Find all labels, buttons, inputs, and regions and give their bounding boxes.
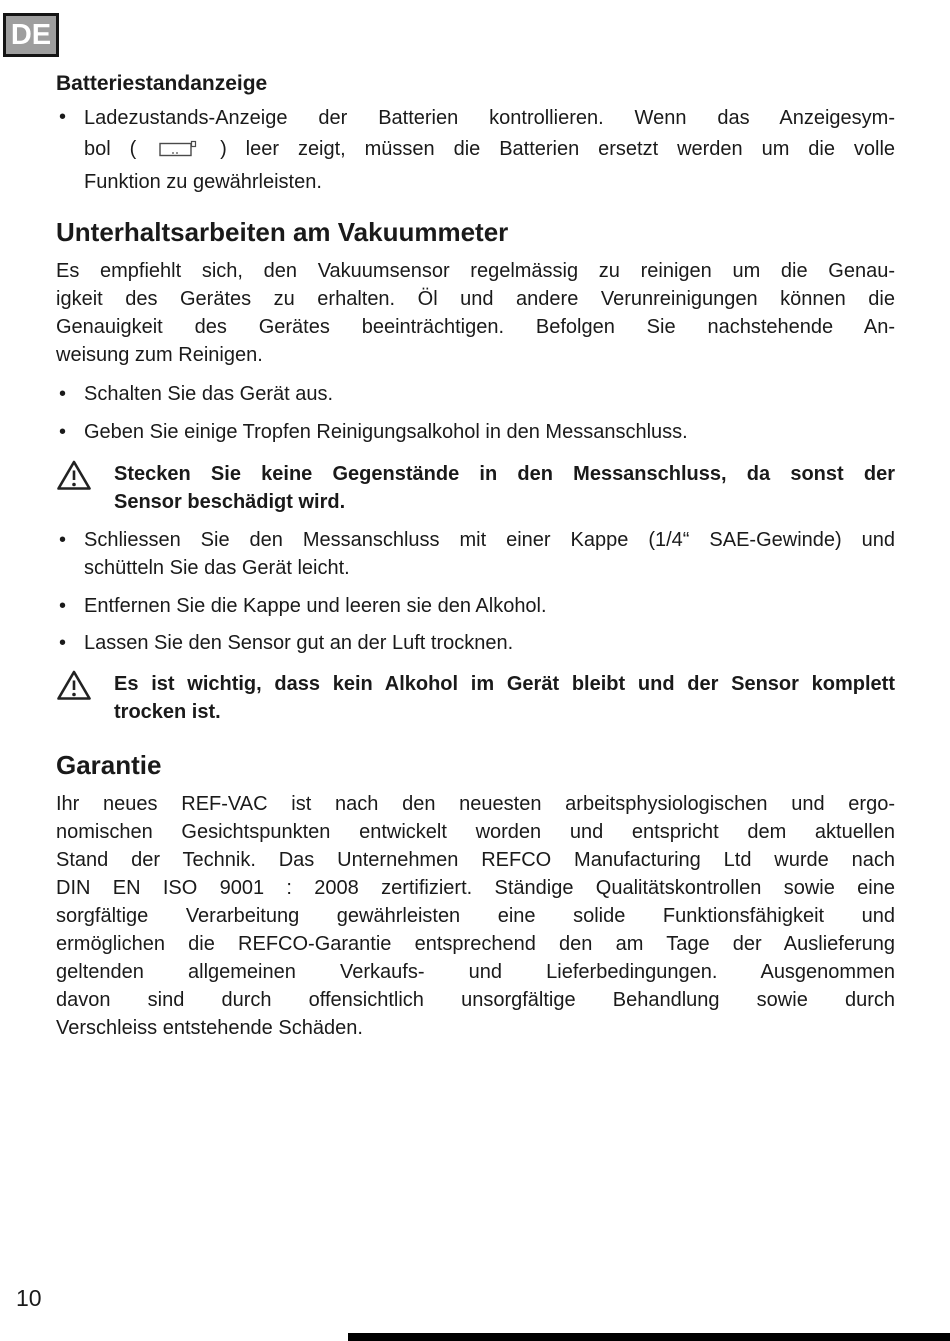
text-line: davon sind durch offensichtlich unsorgfältige Behandlung sowie durch <box>56 989 895 1011</box>
list-item-switch-off <box>56 380 895 408</box>
text-line: Geben Sie einige Tropfen Reinigungsalkohol in den Messanschluss. <box>84 421 688 443</box>
warning-no-objects <box>56 460 895 516</box>
warning-dry <box>56 670 895 726</box>
text-line: DIN EN ISO 9001 : 2008 zertifiziert. Ständige Qualitätskontrollen sowie eine <box>56 877 895 899</box>
text-line: Lassen Sie den Sensor gut an der Luft trocknen. <box>84 632 514 654</box>
text-line: Es ist wichtig, dass kein Alkohol im Gerät bleibt und der Sensor komplett <box>114 673 895 695</box>
list-item-dry <box>56 629 895 657</box>
text-line: geltenden allgemeinen Verkaufs- und Lieferbedingungen. Ausgenommen <box>56 961 895 983</box>
bullet-marker: • <box>59 421 67 443</box>
bullet-marker: • <box>59 632 67 654</box>
text-line: ermöglichen die REFCO-Garantie entsprechend den am Tage der Auslieferung <box>56 933 895 955</box>
text-segment: ) leer zeigt, müssen die Batterien ersetzt werden um die volle <box>220 138 896 160</box>
page-content <box>56 72 895 1042</box>
section-heading-warranty: Garantie <box>56 750 162 780</box>
bullet-marker: • <box>59 595 67 617</box>
text-line: trocken ist. <box>114 701 221 723</box>
text-line: weisung zum Reinigen. <box>56 344 263 366</box>
paragraph-warranty <box>56 790 895 1042</box>
language-badge <box>3 13 59 57</box>
text-line: Funktion zu gewährleisten. <box>84 171 322 193</box>
text-line: Sensor beschädigt wird. <box>114 491 346 513</box>
text-line: Schalten Sie das Gerät aus. <box>84 383 334 405</box>
bullet-marker: • <box>59 106 67 128</box>
text-line: nomischen Gesichtspunkten entwickelt worden und entspricht dem aktuellen <box>56 821 895 843</box>
bullet-marker: • <box>59 529 67 551</box>
section-heading-maintenance: Unterhaltsarbeiten am Vakuummeter <box>56 217 509 247</box>
text-line: Ladezustands-Anzeige der Batterien kontrollieren. Wenn das Anzeigesym- <box>84 107 895 129</box>
bottom-black-bar <box>348 1333 950 1341</box>
page-number: 10 <box>16 1285 42 1311</box>
text-line: Stand der Technik. Das Unternehmen REFCO Manufacturing Ltd wurde nach <box>56 849 895 871</box>
paragraph-maintenance-intro <box>56 257 895 369</box>
list-item-battery-check <box>56 103 895 198</box>
text-line: Ihr neues REF-VAC ist nach den neuesten arbeitsphysiologischen und ergo- <box>56 793 895 815</box>
list-item-remove-cap <box>56 592 895 620</box>
text-line: Verschleiss entstehende Schäden. <box>56 1017 363 1039</box>
empty-battery-icon <box>159 136 197 167</box>
text-line: Schliessen Sie den Messanschluss mit einer Kappe (1/4“ SAE-Gewinde) und <box>84 529 895 551</box>
text-line: Stecken Sie keine Gegenstände in den Messanschluss, da sonst der <box>114 463 895 485</box>
list-item-alcohol <box>56 418 895 446</box>
text-line: Entfernen Sie die Kappe und leeren sie den Alkohol. <box>84 595 547 617</box>
text-line <box>84 134 895 167</box>
bullet-marker: • <box>59 383 67 405</box>
warning-triangle-icon <box>56 459 92 492</box>
text-line: igkeit des Gerätes zu erhalten. Öl und andere Verunreinigungen können die <box>56 288 895 310</box>
text-line: schütteln Sie das Gerät leicht. <box>84 557 350 579</box>
text-line: Genauigkeit des Gerätes beeinträchtigen. Befolgen Sie nachstehende An- <box>56 316 895 338</box>
list-item-cap <box>56 526 895 582</box>
text-line: Es empfiehlt sich, den Vakuumsensor regelmässig zu reinigen um die Genau- <box>56 260 895 282</box>
language-badge-label: DE <box>10 18 52 51</box>
text-segment: bol ( <box>84 138 137 160</box>
warning-triangle-icon <box>56 669 92 702</box>
text-line: sorgfältige Verarbeitung gewährleisten eine solide Funktionsfähigkeit und <box>56 905 895 927</box>
section-heading-battery: Batteriestandanzeige <box>56 72 268 95</box>
